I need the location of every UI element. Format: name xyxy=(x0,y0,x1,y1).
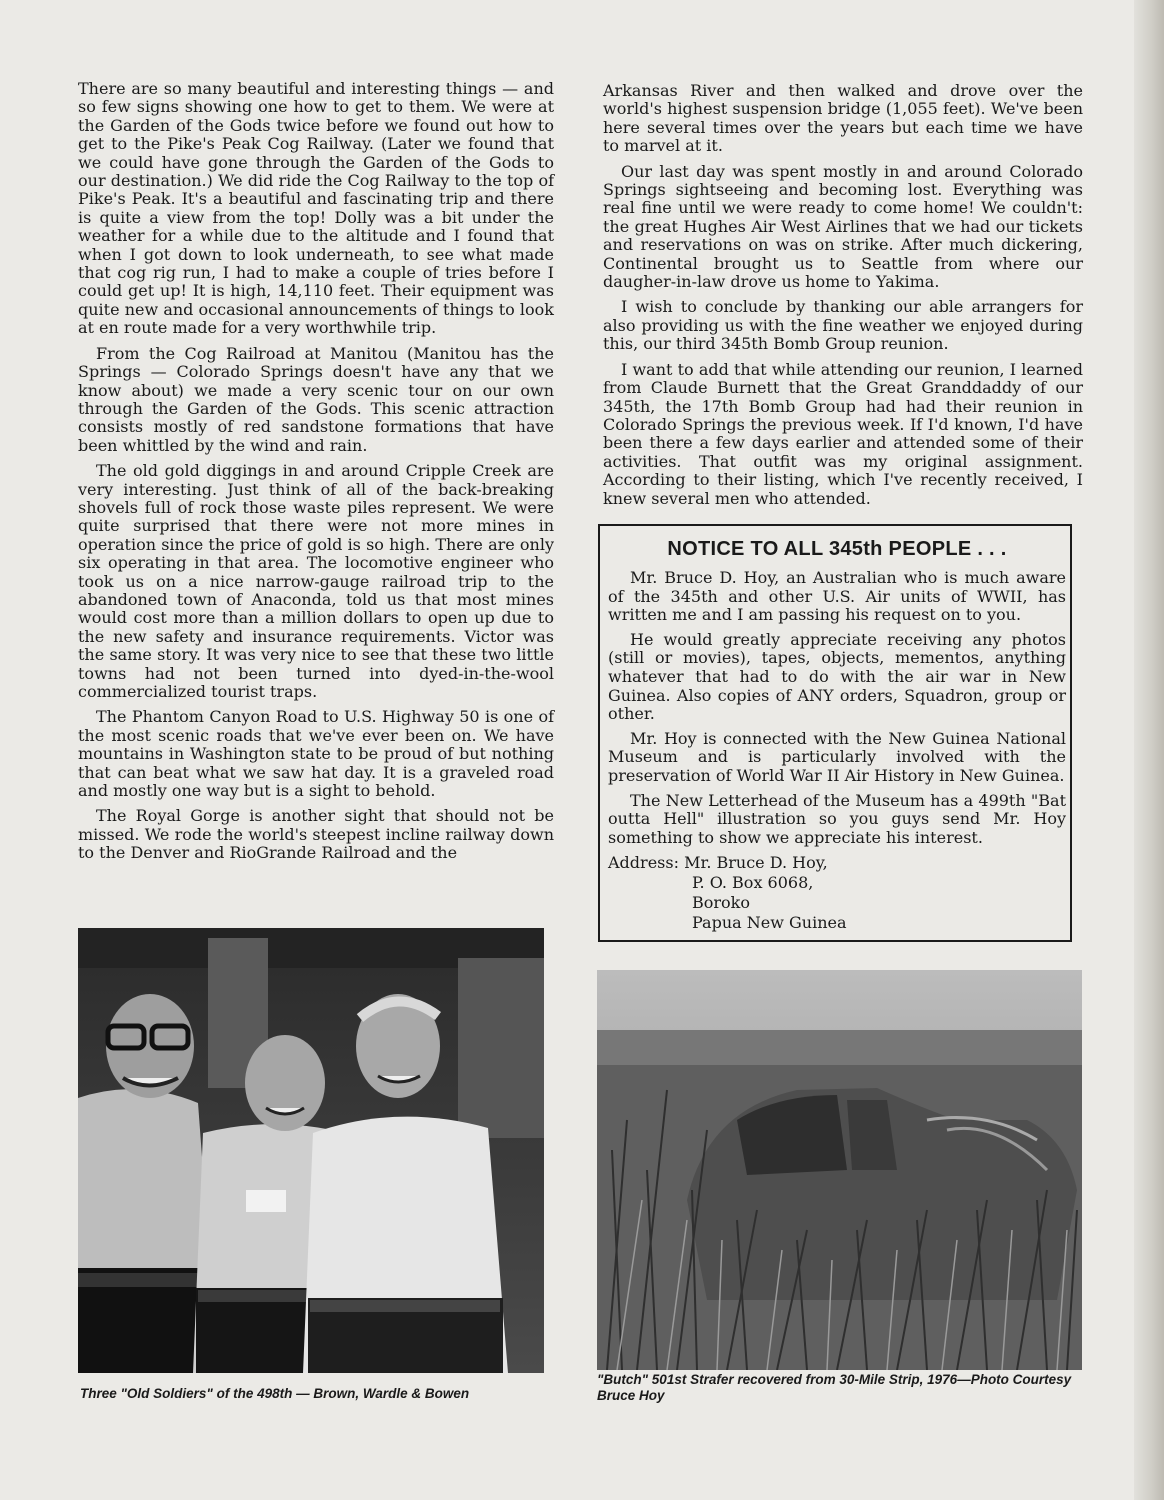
article-paragraph: There are so many beautiful and interesting things — and so few signs showing one how to get to them. We were at the Garden of the Gods twice before we found out how to get to the Pike's Peak Cog Railway. (Later we found that we could have gone through the Garden of the Gods to our destination.) We did ride the Cog Railway to the top of Pike's Peak. It's a beautiful and fascinating trip and there is quite a view from the top! Dolly was a bit under the weather for a while due to the altitude and I found that when I got down to look underneath, to see what made that cog rig run, I had to make a couple of tries before I could get up! It is high, 14,110 feet. Their equipment was quite new and occasional announcements of things to look at en route made for a very worthwhile trip. xyxy=(78,79,554,338)
photo-aircraft-wreck-illustration xyxy=(597,970,1082,1370)
mailing-address xyxy=(608,853,1066,933)
notice-title: NOTICE TO ALL 345th PEOPLE . . . xyxy=(667,538,1007,560)
article-paragraph: I wish to conclude by thanking our able arrangers for also providing us with the fine weather we enjoyed during this, our third 345th Bomb Group reunion. xyxy=(603,297,1083,354)
article-paragraph: From the Cog Railroad at Manitou (Manitou has the Springs — Colorado Springs doesn't have any that we know about) we made a very scenic tour on our own through the Garden of the Gods. This scenic attraction consists mostly of red sandstone formations that have been whittled by the wind and rain. xyxy=(78,343,554,455)
article-paragraph: Our last day was spent mostly in and around Colorado Springs sightseeing and becoming lost. Everything was real fine until we were ready to come home! We couldn't: the great Hughes Air West Airlines that we had our tickets and reservations on was on strike. After much dickering, Continental brought us to Seattle from where our daugher-in-law drove us home to Yakima. xyxy=(603,161,1083,292)
notice-box xyxy=(598,524,1072,942)
article-paragraph: The Royal Gorge is another sight that should not be missed. We rode the world's steepest incline railway down to the Denver and RioGrande Railroad and the xyxy=(78,806,554,863)
notice-paragraph: He would greatly appreciate receiving any photos (still or movies), tapes, objects, mementos, anything whatever that had to do with the air war in New Guinea. Also copies of ANY orders, Squadron, group or other. xyxy=(608,629,1066,724)
photo-three-men-illustration xyxy=(78,928,544,1373)
right-article-column xyxy=(603,82,1083,515)
photo-caption-left: Three "Old Soldiers" of the 498th — Brown, Wardle & Bowen xyxy=(80,1386,470,1401)
notice-paragraph: The New Letterhead of the Museum has a 499th "Bat outta Hell" illustration so you guys send Mr. Hoy something to show we appreciate his interest. xyxy=(608,790,1066,847)
address-label: Address: xyxy=(608,853,679,873)
article-paragraph: Arkansas River and then walked and drove over the world's highest suspension bridge (1,055 feet). We've been here several times over the years but each time we have to marvel at it. xyxy=(603,81,1083,156)
address-line: Papua New Guinea xyxy=(692,913,847,933)
address-line: Mr. Bruce D. Hoy, xyxy=(684,853,828,873)
address-line: Boroko xyxy=(692,893,750,913)
notice-paragraph: Mr. Bruce D. Hoy, an Australian who is much aware of the 345th and other U.S. Air units of WWII, has written me and I am passing his request on to you. xyxy=(608,568,1066,625)
photo-three-old-soldiers xyxy=(78,928,544,1373)
article-paragraph: The Phantom Canyon Road to U.S. Highway 50 is one of the most scenic roads that we've ever been on. We have mountains in Washington state to be proud of but nothing that can beat what we saw hat day. It is a graveled road and mostly one way but is a sight to behold. xyxy=(78,707,554,801)
photo-b25-strafer-wreck xyxy=(597,970,1082,1370)
page-edge-shadow xyxy=(1134,0,1164,1500)
address-line: P. O. Box 6068, xyxy=(692,873,814,893)
photo-caption-right: "Butch" 501st Strafer recovered from 30-Mile Strip, 1976—Photo Courtesy Bruce Hoy xyxy=(597,1372,1072,1403)
article-paragraph: I want to add that while attending our reunion, I learned from Claude Burnett that the Great Granddaddy of our 345th, the 17th Bomb Group had had their reunion in Colorado Springs the previous week. If I'd known, I'd have been there a few days earlier and attended some of their activities. That outfit was my original assignment. According to their listing, which I've recently received, I knew several men who attended. xyxy=(603,359,1083,508)
article-paragraph: The old gold diggings in and around Cripple Creek are very interesting. Just think of all of the back-breaking shovels full of rock those waste piles represent. We were quite surprised that there were not more mines in operation since the price of gold is so high. There are only six operating in that area. The locomotive engineer who took us on a nice narrow-gauge railroad trip to the abandoned town of Anaconda, told us that most mines would cost more than a million dollars to open up due to the new safety and insurance requirements. Victor was the same story. It was very nice to see that these two little towns had not been turned into dyed-in-the-wool commercialized tourist traps. xyxy=(78,461,554,701)
left-article-column xyxy=(78,80,554,870)
notice-paragraph: Mr. Hoy is connected with the New Guinea National Museum and is particularly involved with the preservation of World War II Air History in New Guinea. xyxy=(608,728,1066,785)
